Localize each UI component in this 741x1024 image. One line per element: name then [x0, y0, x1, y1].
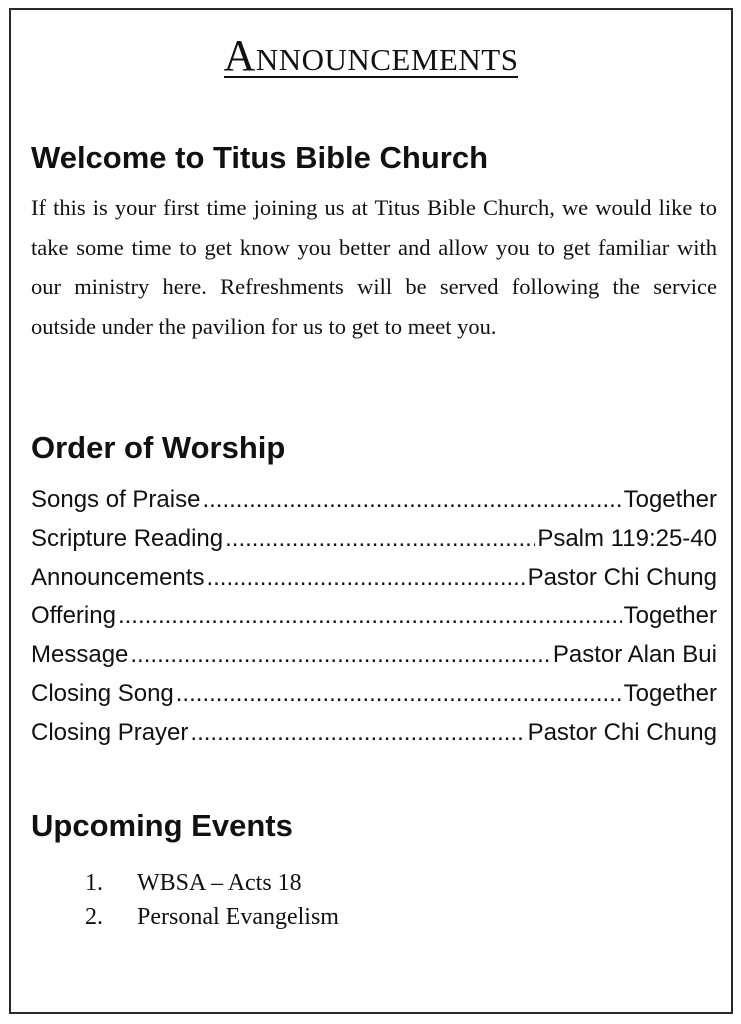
order-row	[31, 636, 717, 675]
list-item-text: WBSA – Acts 18	[137, 870, 302, 896]
order-item-leader: Together	[623, 486, 717, 513]
order-item-leader: Pastor Chi Chung	[527, 563, 717, 591]
order-row	[31, 714, 717, 753]
welcome-paragraph: If this is your first time joining us at Titus Bible Church, we would like to take some time to get know you better and allow you to get familiar with our ministry here. Refreshments will be served following the service outside under the pavilion for us to get to meet you.	[31, 195, 717, 339]
dot-leader	[225, 520, 535, 559]
dot-leader	[176, 675, 622, 714]
dot-leader	[206, 559, 525, 598]
page-title	[11, 32, 731, 80]
order-item-label: Closing Prayer	[31, 718, 189, 746]
page-title-text: Announcements	[223, 31, 519, 80]
upcoming-events-list	[85, 866, 339, 934]
order-of-worship-heading: Order of Worship	[31, 430, 286, 465]
order-row	[31, 559, 717, 598]
welcome-heading: Welcome to Titus Bible Church	[31, 140, 489, 175]
order-item-label: Announcements	[31, 563, 205, 591]
order-row	[31, 481, 717, 520]
order-of-worship-list	[31, 481, 717, 753]
order-row	[31, 675, 717, 714]
bulletin-page	[9, 8, 733, 1014]
list-item-number: 2.	[85, 904, 103, 930]
order-item-leader: Together	[623, 679, 717, 707]
order-row	[31, 520, 717, 559]
order-item-label: Scripture Reading	[31, 524, 224, 552]
order-item-leader: Pastor Alan Bui	[552, 641, 717, 669]
dot-leader	[190, 714, 525, 753]
dot-leader	[130, 636, 551, 675]
order-item-label: Songs of Praise	[31, 486, 201, 513]
upcoming-events-heading: Upcoming Events	[31, 808, 293, 843]
order-item-leader: Together	[623, 602, 717, 630]
dot-leader	[118, 597, 622, 636]
list-item-number: 1.	[85, 870, 103, 896]
list-item	[85, 866, 339, 900]
list-item-text: Personal Evangelism	[137, 904, 339, 930]
order-item-leader: Psalm 119:25-40	[537, 524, 717, 552]
order-item-leader: Pastor Chi Chung	[527, 718, 717, 746]
dot-leader	[202, 481, 621, 520]
list-item	[85, 900, 339, 934]
order-item-label: Closing Song	[31, 679, 174, 707]
order-item-label: Message	[31, 641, 129, 669]
order-item-label: Offering	[31, 602, 116, 630]
order-row	[31, 597, 717, 636]
